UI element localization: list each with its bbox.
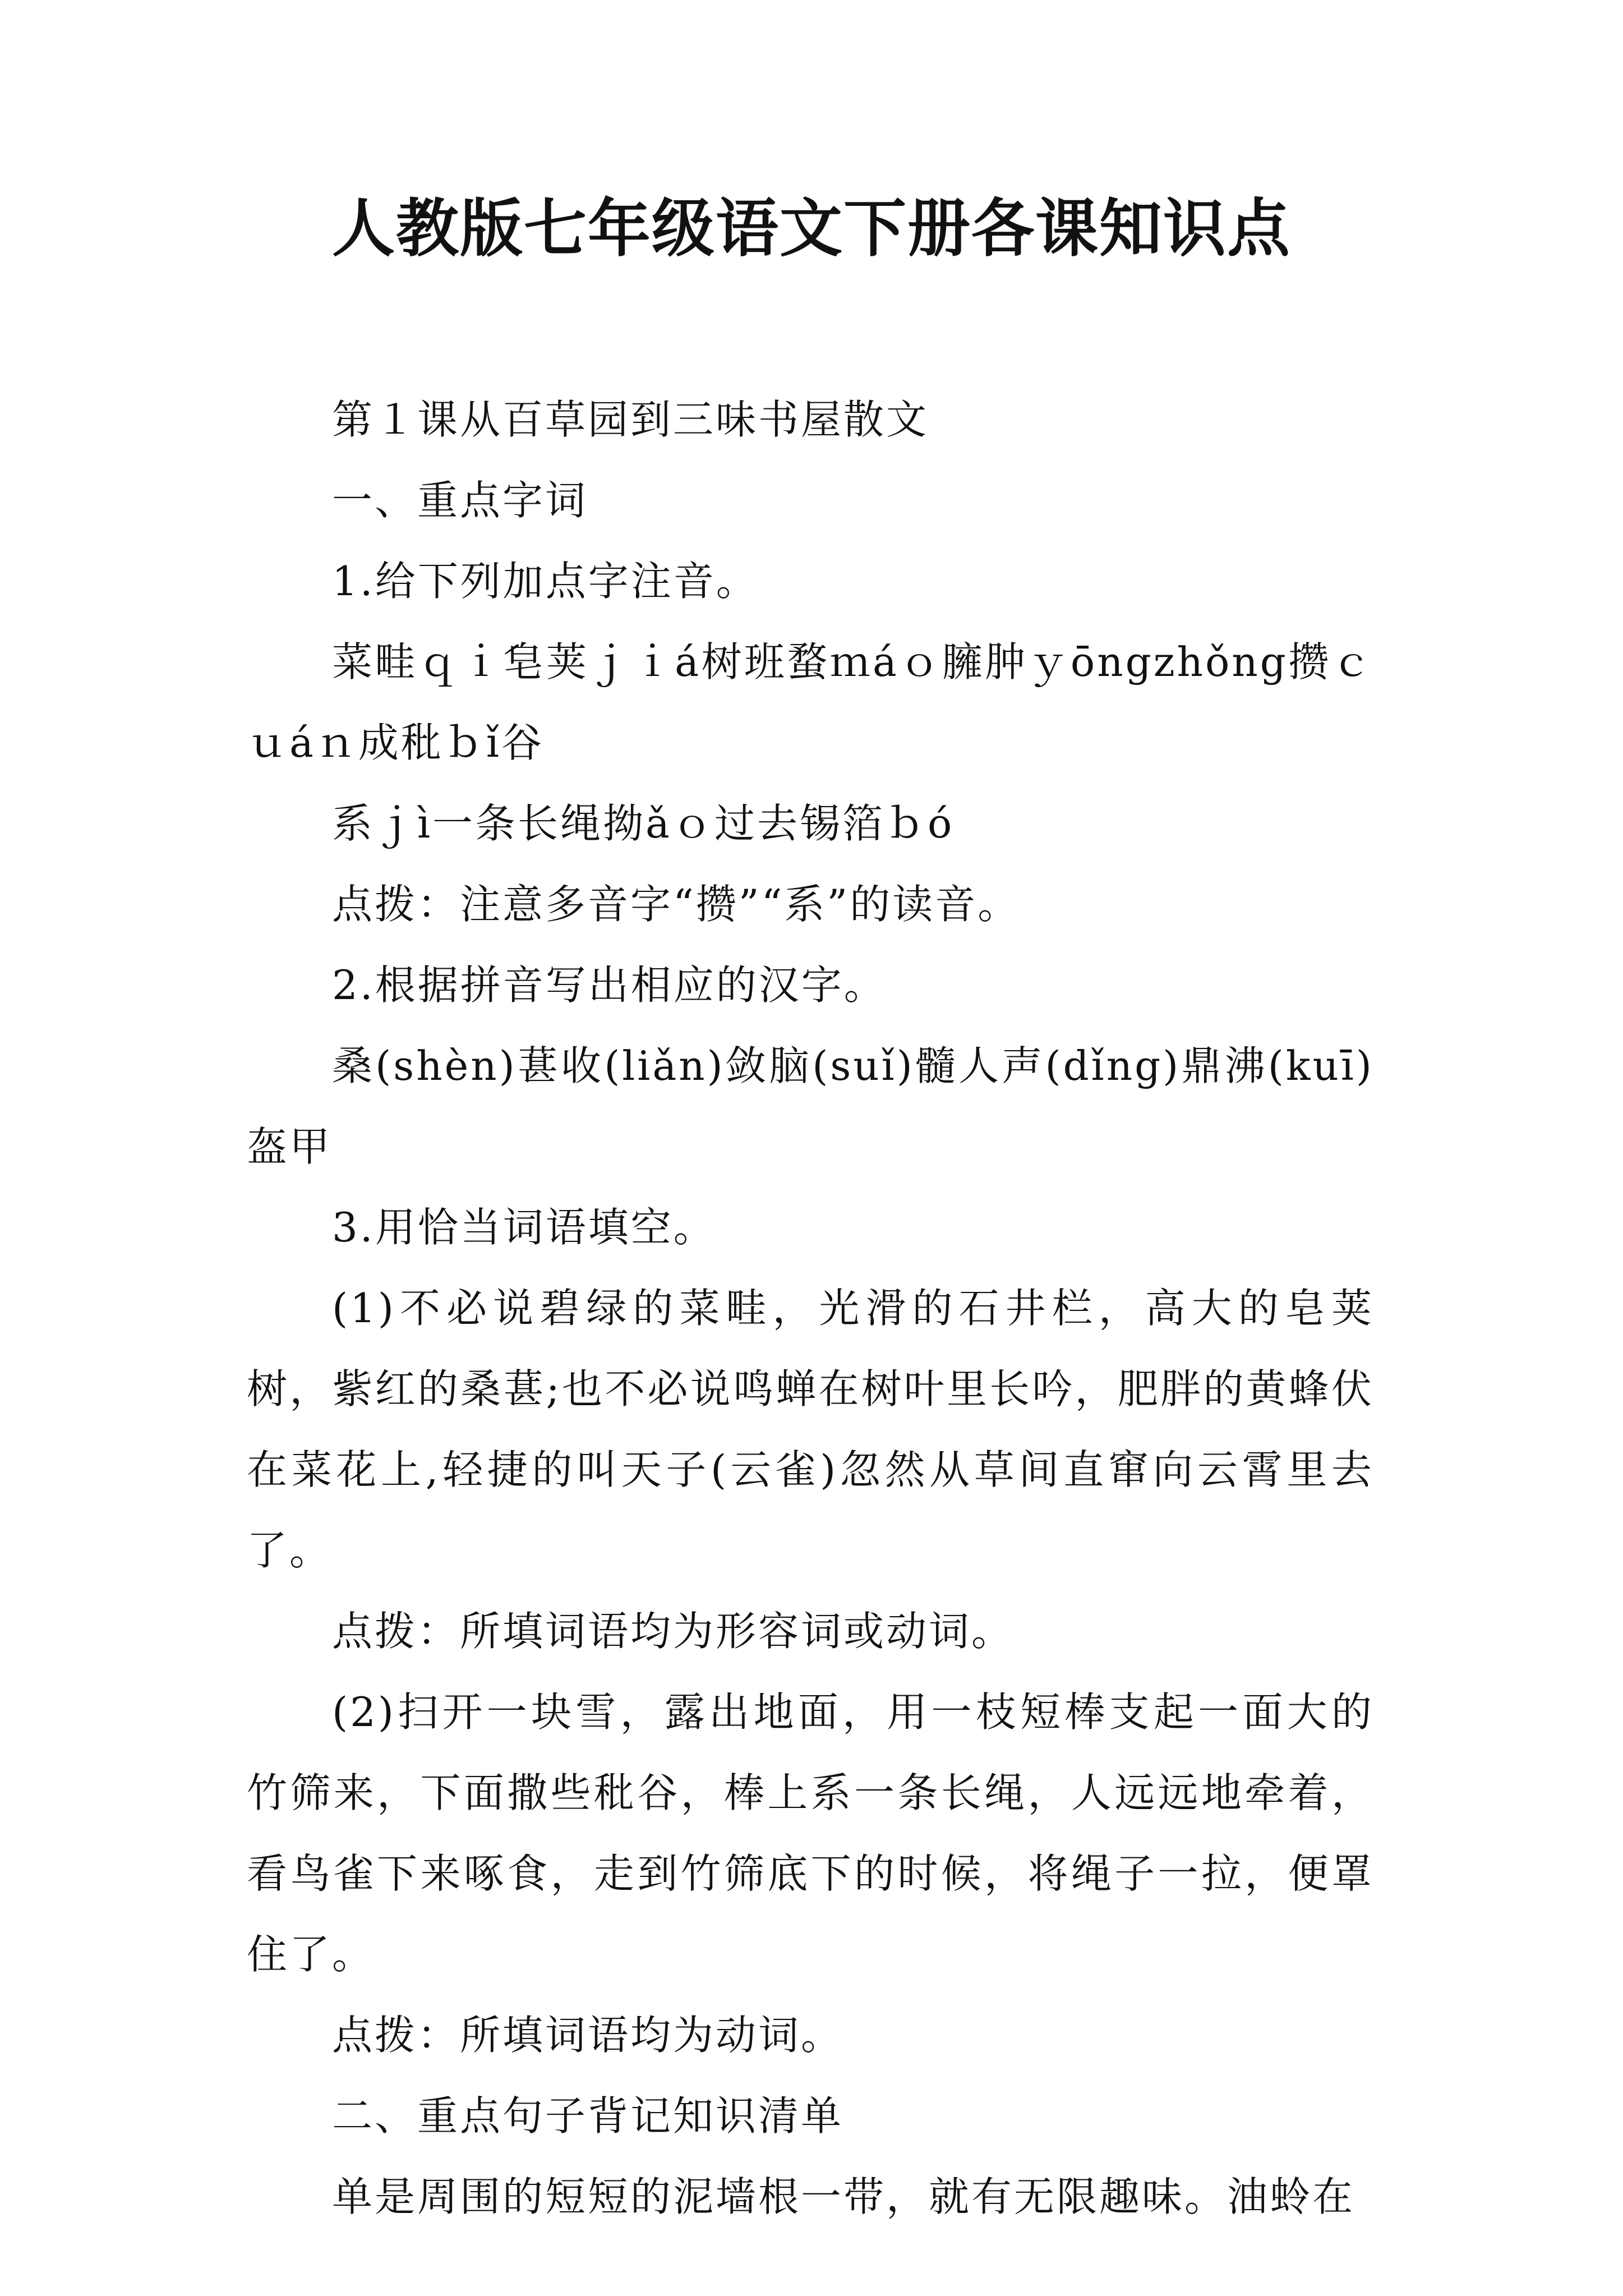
exercise-heading: 3.用恰当词语填空。	[332, 1204, 716, 1251]
lesson-heading: 第１课从百草园到三味书屋散文	[332, 396, 929, 443]
section-heading: 二、重点句子背记知识清单	[332, 2092, 844, 2139]
body-paragraph: (2)扫开一块雪，露出地面，用一枝短棒支起一面大的竹筛来，下面撒些秕谷，棒上系一条长绳，人远远地牵着，看鸟雀下来啄食，走到竹筛底下的时候，将绳子一拉，便罩住了。	[247, 1688, 1374, 1978]
pinyin-list: 桑(shèn)葚收(liǎn)敛脑(suǐ)髓人声(dǐng)鼎沸(kuī)盔甲	[247, 1042, 1374, 1170]
hint-paragraph: 点拨：注意多音字“攒”“系”的读音。	[332, 881, 1021, 928]
body-paragraph: 单是周围的短短的泥墙根一带，就有无限趣味。油蛉在	[332, 2173, 1355, 2220]
exercise-heading: 1.给下列加点字注音。	[332, 558, 759, 605]
document-body	[247, 379, 1374, 2237]
body-paragraph: (1)不必说碧绿的菜畦，光滑的石井栏，高大的皂荚树，紫红的桑葚;也不必说鸣蝉在树叶里长吟，肥胖的黄蜂伏在菜花上,轻捷的叫天子(云雀)忽然从草间直窜向云霄里去了。	[247, 1285, 1374, 1574]
section-heading: 一、重点字词	[332, 477, 588, 524]
exercise-heading: 2.根据拼音写出相应的汉字。	[332, 961, 887, 1009]
pinyin-list: 系ｊì一条长绳拗ǎｏ过去锡箔ｂó	[332, 800, 955, 847]
pinyin-list: 菜畦ｑｉ́皂荚ｊｉá树班蝥ｍáｏ臃肿ｙōngzhǒng攒ｃｕáｎ成秕ｂǐ谷	[247, 638, 1374, 766]
document-title: 人教版七年级语文下册各课知识点	[332, 192, 1291, 265]
hint-paragraph: 点拨：所填词语均为形容词或动词。	[332, 1608, 1015, 1655]
hint-paragraph: 点拨：所填词语均为动词。	[332, 2012, 844, 2059]
